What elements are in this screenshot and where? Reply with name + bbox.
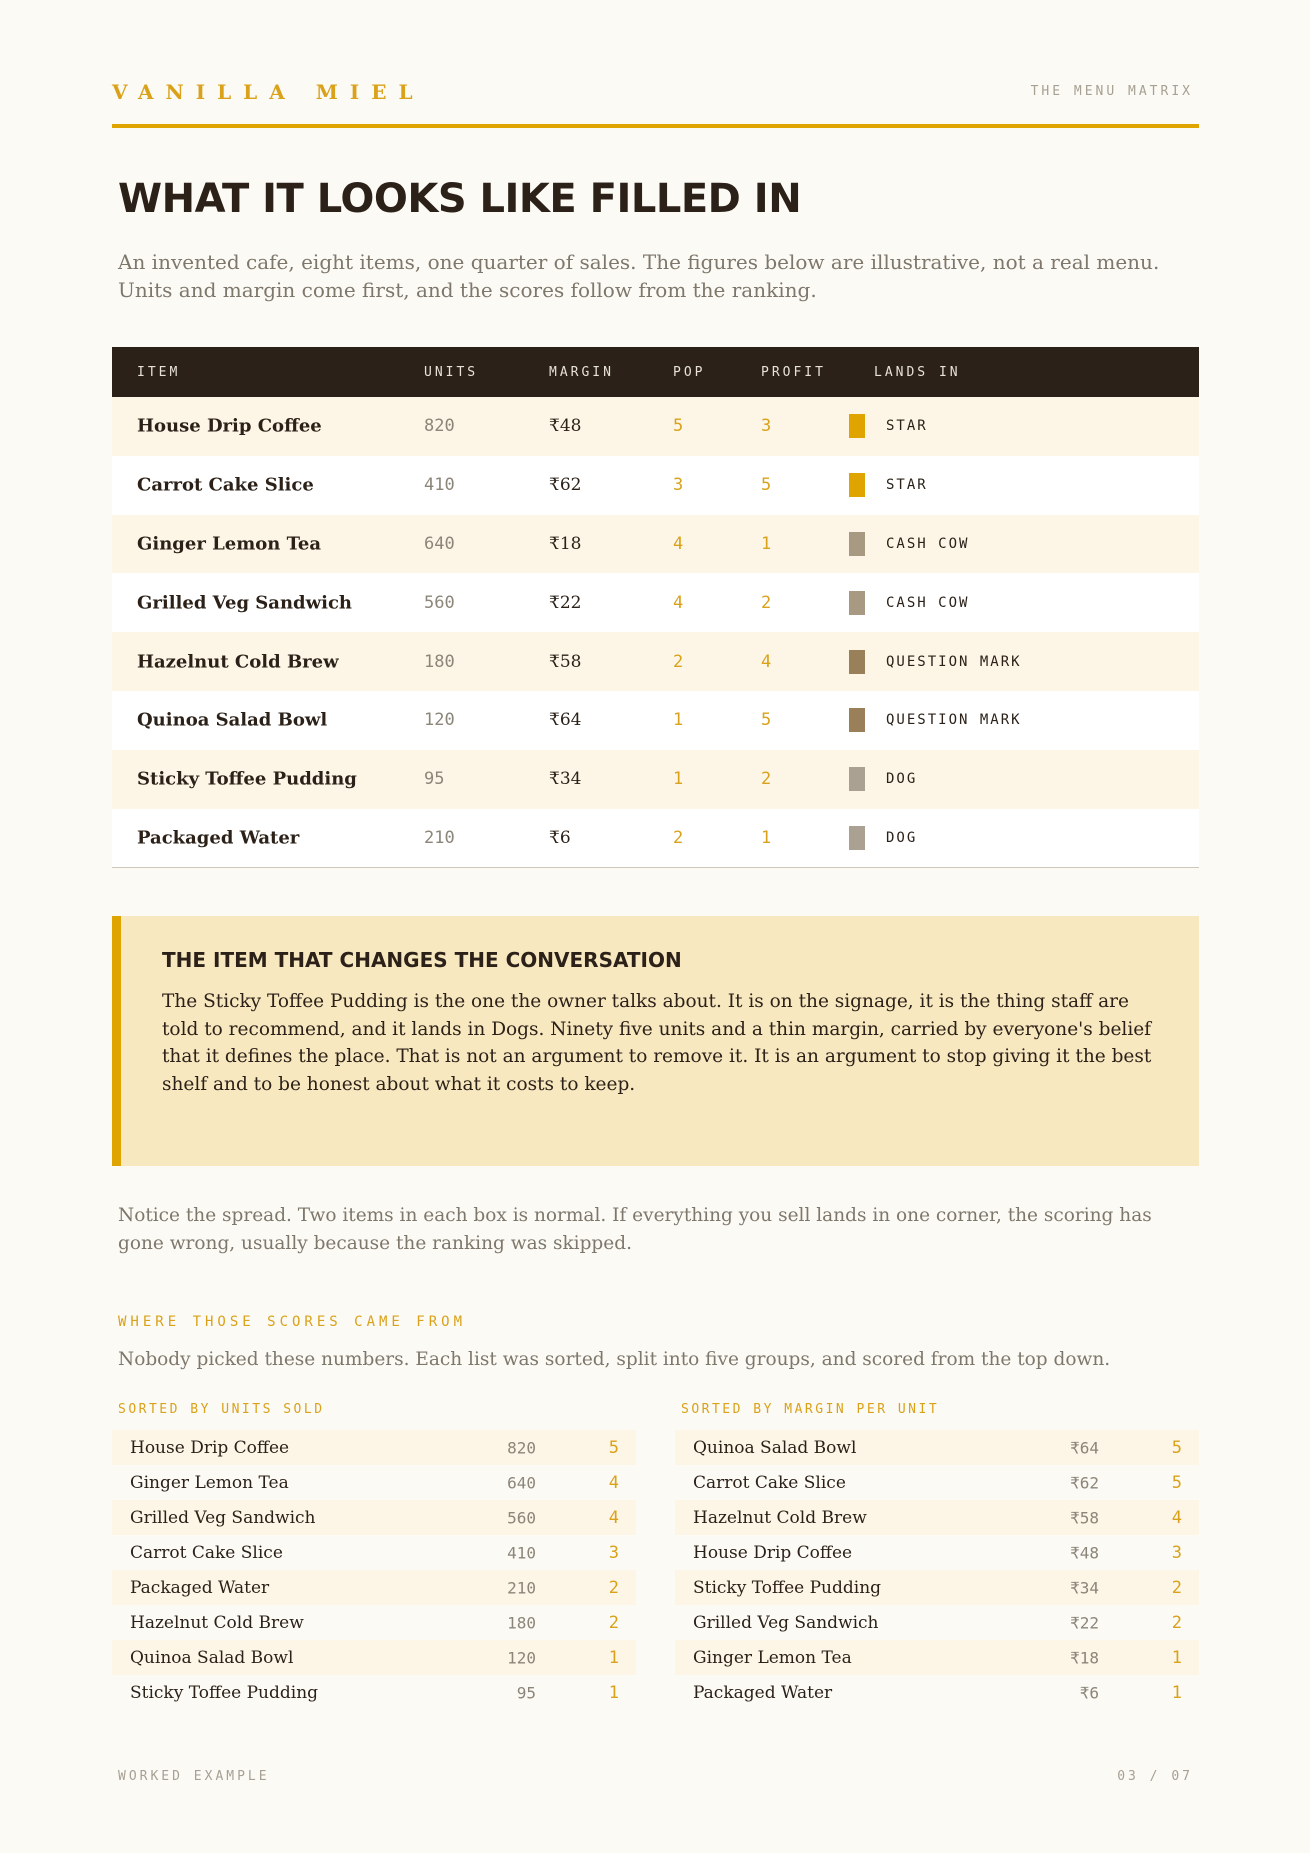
ranked-item-score: 4 bbox=[608, 1472, 619, 1493]
item-margin: ₹22 bbox=[549, 592, 582, 613]
page-title: WHAT IT LOOKS LIKE FILLED IN bbox=[118, 176, 802, 222]
quadrant-label: STAR bbox=[886, 418, 928, 435]
item-units: 410 bbox=[424, 475, 455, 496]
ranked-item-value: 410 bbox=[507, 1543, 536, 1562]
list-item bbox=[675, 1500, 1199, 1535]
ranked-item-value: ₹64 bbox=[1070, 1438, 1099, 1457]
header-units: UNITS bbox=[424, 365, 479, 380]
scores-explanation: Nobody picked these numbers. Each list was sorted, split into five groups, and scored from the top down. bbox=[118, 1349, 1111, 1370]
ranked-item-name: Quinoa Salad Bowl bbox=[693, 1437, 857, 1458]
item-profit-score: 4 bbox=[761, 651, 772, 672]
ranked-item-score: 5 bbox=[1171, 1472, 1182, 1493]
list-item bbox=[675, 1640, 1199, 1675]
list-item bbox=[675, 1465, 1199, 1500]
item-pop-score: 4 bbox=[673, 533, 684, 554]
item-units: 560 bbox=[424, 592, 455, 613]
list-item bbox=[112, 1640, 636, 1675]
ranking-margin-title: SORTED BY MARGIN PER UNIT bbox=[681, 1402, 940, 1417]
table-row bbox=[112, 515, 1199, 574]
ranked-item-score: 1 bbox=[1171, 1682, 1182, 1703]
ranked-item-value: ₹18 bbox=[1070, 1648, 1099, 1667]
header-item: ITEM bbox=[137, 365, 181, 380]
item-name: Grilled Veg Sandwich bbox=[137, 592, 353, 614]
ranked-item-value: 640 bbox=[507, 1473, 536, 1492]
intro-paragraph: An invented cafe, eight items, one quarter of sales. The figures below are illustrative, not a real menu. Units and margin come first, and the scores follow from the ranking. bbox=[118, 250, 1160, 302]
ranked-item-name: Ginger Lemon Tea bbox=[130, 1472, 289, 1493]
ranked-item-name: House Drip Coffee bbox=[693, 1542, 853, 1563]
item-units: 820 bbox=[424, 416, 455, 437]
item-profit-score: 1 bbox=[761, 827, 772, 848]
ranking-units-list bbox=[112, 1430, 636, 1710]
quadrant-swatch bbox=[849, 650, 865, 674]
list-item bbox=[675, 1535, 1199, 1570]
quadrant-swatch bbox=[849, 414, 865, 438]
ranked-item-name: House Drip Coffee bbox=[130, 1437, 290, 1458]
item-pop-score: 3 bbox=[673, 475, 684, 496]
ranking-units-title: SORTED BY UNITS SOLD bbox=[118, 1402, 325, 1417]
ranked-item-score: 2 bbox=[1171, 1577, 1182, 1598]
quadrant-swatch bbox=[849, 826, 865, 850]
item-pop-score: 1 bbox=[673, 710, 684, 731]
table-body bbox=[112, 397, 1199, 867]
table-row bbox=[112, 691, 1199, 750]
list-item bbox=[112, 1675, 636, 1710]
quadrant-swatch bbox=[849, 473, 865, 497]
ranked-item-value: ₹48 bbox=[1070, 1543, 1099, 1562]
ranked-item-value: ₹34 bbox=[1070, 1578, 1099, 1597]
ranked-item-name: Sticky Toffee Pudding bbox=[693, 1577, 882, 1598]
ranked-item-name: Sticky Toffee Pudding bbox=[130, 1682, 319, 1703]
ranked-item-value: 95 bbox=[516, 1683, 536, 1702]
page-number: 03 / 07 bbox=[1117, 1769, 1193, 1784]
callout-title: THE ITEM THAT CHANGES THE CONVERSATION bbox=[162, 948, 682, 972]
list-item bbox=[675, 1675, 1199, 1710]
quadrant-swatch bbox=[849, 532, 865, 556]
ranked-item-score: 5 bbox=[1171, 1437, 1182, 1458]
ranked-item-name: Ginger Lemon Tea bbox=[693, 1647, 852, 1668]
ranked-item-score: 2 bbox=[1171, 1612, 1182, 1633]
item-margin: ₹58 bbox=[549, 651, 582, 672]
item-margin: ₹6 bbox=[549, 827, 571, 848]
header-profit: PROFIT bbox=[761, 365, 826, 380]
item-units: 640 bbox=[424, 533, 455, 554]
list-item bbox=[112, 1465, 636, 1500]
header-lands-in: LANDS IN bbox=[874, 365, 961, 380]
callout-box bbox=[112, 916, 1199, 1166]
ranked-item-value: ₹58 bbox=[1070, 1508, 1099, 1527]
quadrant-swatch bbox=[849, 708, 865, 732]
item-name: Sticky Toffee Pudding bbox=[137, 768, 357, 790]
ranked-item-name: Carrot Cake Slice bbox=[693, 1472, 846, 1493]
item-units: 210 bbox=[424, 827, 455, 848]
table-row bbox=[112, 397, 1199, 456]
ranked-item-score: 5 bbox=[608, 1437, 619, 1458]
list-item bbox=[112, 1605, 636, 1640]
menu-matrix-table bbox=[112, 347, 1199, 868]
item-units: 180 bbox=[424, 651, 455, 672]
header-margin: MARGIN bbox=[549, 365, 614, 380]
ranked-item-score: 4 bbox=[1171, 1507, 1182, 1528]
quadrant-label: DOG bbox=[886, 771, 918, 788]
list-item bbox=[112, 1500, 636, 1535]
ranked-item-name: Hazelnut Cold Brew bbox=[130, 1612, 304, 1633]
table-header bbox=[112, 347, 1199, 397]
item-profit-score: 2 bbox=[761, 769, 772, 790]
item-name: Packaged Water bbox=[137, 827, 300, 849]
table-row bbox=[112, 573, 1199, 632]
ranked-item-name: Grilled Veg Sandwich bbox=[693, 1612, 879, 1633]
list-item bbox=[112, 1570, 636, 1605]
quadrant-label: CASH COW bbox=[886, 594, 970, 611]
scores-kicker: WHERE THOSE SCORES CAME FROM bbox=[118, 1314, 467, 1330]
item-margin: ₹18 bbox=[549, 533, 582, 554]
item-margin: ₹34 bbox=[549, 769, 582, 790]
ranked-item-score: 3 bbox=[608, 1542, 619, 1563]
ranked-item-score: 1 bbox=[608, 1647, 619, 1668]
ranked-item-value: 560 bbox=[507, 1508, 536, 1527]
item-profit-score: 1 bbox=[761, 533, 772, 554]
quadrant-label: QUESTION MARK bbox=[886, 712, 1022, 729]
quadrant-label: QUESTION MARK bbox=[886, 653, 1022, 670]
callout-body: The Sticky Toffee Pudding is the one the owner talks about. It is on the signage, it is the thing staff are told to recommend, and it lands in Dogs. Ninety five units and a thin margin, carried by everyone's belief that it defines the place. That is not an argument to remove it. It is an argument to stop giving it the best shelf and to be honest about what it costs to keep. bbox=[162, 991, 1152, 1095]
item-units: 120 bbox=[424, 710, 455, 731]
item-pop-score: 2 bbox=[673, 651, 684, 672]
item-name: Carrot Cake Slice bbox=[137, 474, 314, 496]
ranked-item-name: Hazelnut Cold Brew bbox=[693, 1507, 867, 1528]
ranking-margin-list bbox=[675, 1430, 1199, 1710]
ranked-item-value: 120 bbox=[507, 1648, 536, 1667]
ranked-item-name: Quinoa Salad Bowl bbox=[130, 1647, 294, 1668]
list-item bbox=[675, 1605, 1199, 1640]
quadrant-label: DOG bbox=[886, 829, 918, 846]
item-margin: ₹64 bbox=[549, 710, 582, 731]
item-profit-score: 2 bbox=[761, 592, 772, 613]
ranked-item-name: Grilled Veg Sandwich bbox=[130, 1507, 316, 1528]
item-margin: ₹48 bbox=[549, 416, 582, 437]
ranked-item-score: 2 bbox=[608, 1612, 619, 1633]
table-row bbox=[112, 456, 1199, 515]
quadrant-label: STAR bbox=[886, 477, 928, 494]
list-item bbox=[112, 1430, 636, 1465]
ranked-item-name: Carrot Cake Slice bbox=[130, 1542, 283, 1563]
item-pop-score: 4 bbox=[673, 592, 684, 613]
table-row bbox=[112, 809, 1199, 868]
ranked-item-value: 820 bbox=[507, 1438, 536, 1457]
item-name: Ginger Lemon Tea bbox=[137, 533, 322, 555]
ranked-item-name: Packaged Water bbox=[693, 1682, 833, 1703]
ranked-item-score: 2 bbox=[608, 1577, 619, 1598]
item-pop-score: 1 bbox=[673, 769, 684, 790]
ranked-item-score: 1 bbox=[1171, 1647, 1182, 1668]
item-name: Quinoa Salad Bowl bbox=[137, 709, 328, 731]
table-row bbox=[112, 632, 1199, 691]
ranked-item-score: 3 bbox=[1171, 1542, 1182, 1563]
item-pop-score: 2 bbox=[673, 827, 684, 848]
ranked-item-value: ₹22 bbox=[1070, 1613, 1099, 1632]
item-name: Hazelnut Cold Brew bbox=[137, 651, 339, 673]
ranked-item-score: 4 bbox=[608, 1507, 619, 1528]
page-header bbox=[112, 78, 1199, 128]
item-profit-score: 5 bbox=[761, 475, 772, 496]
document-tag: THE MENU MATRIX bbox=[1030, 84, 1193, 99]
ranked-item-value: 180 bbox=[507, 1613, 536, 1632]
item-units: 95 bbox=[424, 769, 445, 790]
item-profit-score: 3 bbox=[761, 416, 772, 437]
ranked-item-score: 1 bbox=[608, 1682, 619, 1703]
ranked-item-value: ₹62 bbox=[1070, 1473, 1099, 1492]
quadrant-label: CASH COW bbox=[886, 535, 970, 552]
list-item bbox=[675, 1430, 1199, 1465]
item-profit-score: 5 bbox=[761, 710, 772, 731]
item-name: House Drip Coffee bbox=[137, 415, 322, 437]
header-pop: POP bbox=[673, 365, 706, 380]
brand-logo: VANILLA MIEL bbox=[112, 80, 425, 104]
ranked-item-name: Packaged Water bbox=[130, 1577, 270, 1598]
footer-label: WORKED EXAMPLE bbox=[118, 1769, 270, 1784]
item-pop-score: 5 bbox=[673, 416, 684, 437]
ranked-item-value: ₹6 bbox=[1079, 1683, 1099, 1702]
notice-paragraph: Notice the spread. Two items in each box is normal. If everything you sell lands in one corner, the scoring has gone wrong, usually because the ranking was skipped. bbox=[118, 1205, 1152, 1254]
quadrant-swatch bbox=[849, 591, 865, 615]
quadrant-swatch bbox=[849, 767, 865, 791]
ranked-item-value: 210 bbox=[507, 1578, 536, 1597]
list-item bbox=[112, 1535, 636, 1570]
table-row bbox=[112, 750, 1199, 809]
list-item bbox=[675, 1570, 1199, 1605]
item-margin: ₹62 bbox=[549, 475, 582, 496]
